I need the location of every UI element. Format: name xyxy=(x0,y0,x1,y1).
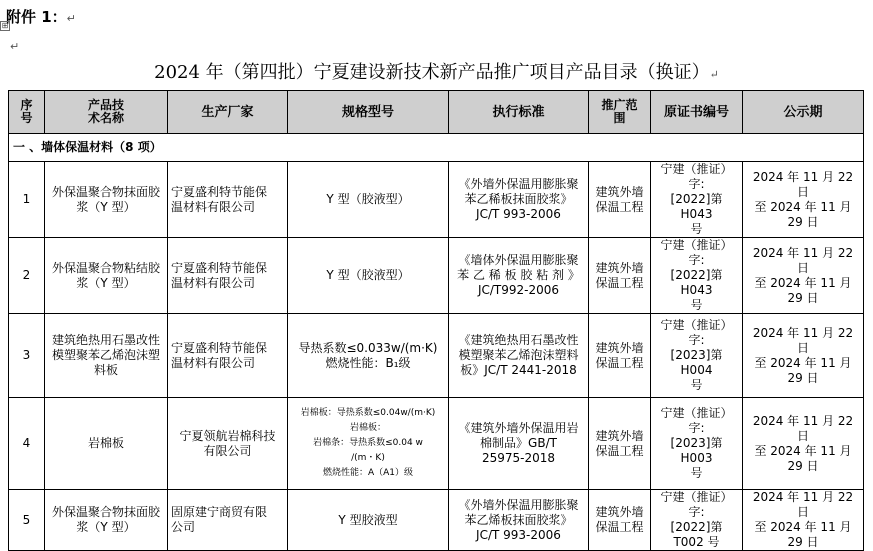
cell-cert-number: 宁建（推证）字: [2022]第 H043 号 xyxy=(651,238,743,314)
cell-product-name: 建筑绝热用石墨改性 模塑聚苯乙烯泡沫塑 料板 xyxy=(45,314,168,398)
cell-spec: Y 型胶液型 xyxy=(288,490,449,551)
cell-standard: 《建筑外墙外保温用岩 棉制品》GB/T 25975-2018 xyxy=(449,398,589,490)
header-scope: 推广范 围 xyxy=(589,91,651,134)
paragraph-mark: ↵ xyxy=(709,68,719,81)
cell-scope: 建筑外墙 保温工程 xyxy=(589,398,651,490)
header-publicity-period: 公示期 xyxy=(743,91,864,134)
cell-publicity-period: 2024 年 11 月 22 日 至 2024 年 11 月 29 日 xyxy=(743,162,864,238)
cell-seq: 4 xyxy=(9,398,45,490)
cell-publicity-period: 2024 年 11 月 22 日 至 2024 年 11 月 29 日 xyxy=(743,238,864,314)
table-row xyxy=(9,238,864,314)
header-standard: 执行标准 xyxy=(449,91,589,134)
cell-scope: 建筑外墙 保温工程 xyxy=(589,490,651,551)
table-row xyxy=(9,162,864,238)
cell-manufacturer: 宁夏盛利特节能保 温材料有限公司 xyxy=(168,238,288,314)
cell-spec: Y 型（胶液型） xyxy=(288,162,449,238)
cell-cert-number: 宁建（推证）字: [2022]第 T002 号 xyxy=(651,490,743,551)
attachment-text: 附件 1： xyxy=(6,8,67,26)
cell-cert-number: 宁建（推证）字: [2023]第 H003 号 xyxy=(651,398,743,490)
cell-product-name: 外保温聚合物抹面胶 浆（Y 型） xyxy=(45,162,168,238)
cell-product-name: 岩棉板 xyxy=(45,398,168,490)
product-catalog-table xyxy=(8,90,864,551)
header-cert-number: 原证书编号 xyxy=(651,91,743,134)
cell-scope: 建筑外墙 保温工程 xyxy=(589,314,651,398)
cell-scope: 建筑外墙 保温工程 xyxy=(589,238,651,314)
cell-publicity-period: 2024 年 11 月 22 日 至 2024 年 11 月 29 日 xyxy=(743,490,864,551)
table-row xyxy=(9,314,864,398)
cell-seq: 5 xyxy=(9,490,45,551)
document-title xyxy=(0,58,873,84)
cell-spec: 导热系数≤0.033w/(m·K) 燃烧性能：B₁级 xyxy=(288,314,449,398)
cell-cert-number: 宁建（推证）字: [2022]第 H043 号 xyxy=(651,162,743,238)
cell-spec: Y 型（胶液型） xyxy=(288,238,449,314)
empty-paragraph-mark: ↵ xyxy=(10,40,20,53)
header-product-name: 产品技 术名称 xyxy=(45,91,168,134)
cell-publicity-period: 2024 年 11 月 22 日 至 2024 年 11 月 29 日 xyxy=(743,398,864,490)
cell-spec: 岩棉板：导热系数≤0.04w/(m·K) 岩棉板： 岩棉条：导热系数≤0.04 w /(m・K) 燃烧性能：A（A1）级 xyxy=(288,398,449,490)
table-row xyxy=(9,490,864,551)
paragraph-mark: ↵ xyxy=(66,12,76,25)
cell-publicity-period: 2024 年 11 月 22 日 至 2024 年 11 月 29 日 xyxy=(743,314,864,398)
table-row xyxy=(9,398,864,490)
cell-scope: 建筑外墙 保温工程 xyxy=(589,162,651,238)
cell-manufacturer: 宁夏盛利特节能保 温材料有限公司 xyxy=(168,162,288,238)
cell-cert-number: 宁建（推证）字: [2023]第 H004 号 xyxy=(651,314,743,398)
header-spec: 规格型号 xyxy=(288,91,449,134)
header-manufacturer: 生产厂家 xyxy=(168,91,288,134)
cell-seq: 1 xyxy=(9,162,45,238)
cell-seq: 2 xyxy=(9,238,45,314)
document-title-text: 2024 年（第四批）宁夏建设新技术新产品推广项目产品目录（换证） xyxy=(154,62,710,83)
cell-seq: 3 xyxy=(9,314,45,398)
cell-standard: 《墙体外保温用膨胀聚 苯 乙 稀 板 胶 粘 剂 》 JC/T992-2006 xyxy=(449,238,589,314)
header-row xyxy=(9,91,864,134)
section-title: 一 、墙体保温材料（8 项） xyxy=(9,134,864,162)
cell-manufacturer: 宁夏领航岩棉科技 有限公司 xyxy=(168,398,288,490)
cell-standard: 《外墙外保温用膨胀聚 苯乙稀板抹面胶浆》 JC/T 993-2006 xyxy=(449,162,589,238)
cell-manufacturer: 宁夏盛利特节能保 温材料有限公司 xyxy=(168,314,288,398)
section-row xyxy=(9,134,864,162)
header-seq: 序 号 xyxy=(9,91,45,134)
cell-product-name: 外保温聚合物抹面胶 浆（Y 型） xyxy=(45,490,168,551)
cell-manufacturer: 固原建宁商贸有限 公司 xyxy=(168,490,288,551)
cell-product-name: 外保温聚合物粘结胶 浆（Y 型） xyxy=(45,238,168,314)
attachment-label xyxy=(6,6,76,27)
table-move-handle-icon[interactable]: ⊞ xyxy=(1,21,9,30)
cell-standard: 《建筑绝热用石墨改性 模塑聚苯乙烯泡沫塑料 板》JC/T 2441-2018 xyxy=(449,314,589,398)
cell-standard: 《外墙外保温用膨胀聚 苯乙烯板抹面胶浆》 JC/T 993-2006 xyxy=(449,490,589,551)
